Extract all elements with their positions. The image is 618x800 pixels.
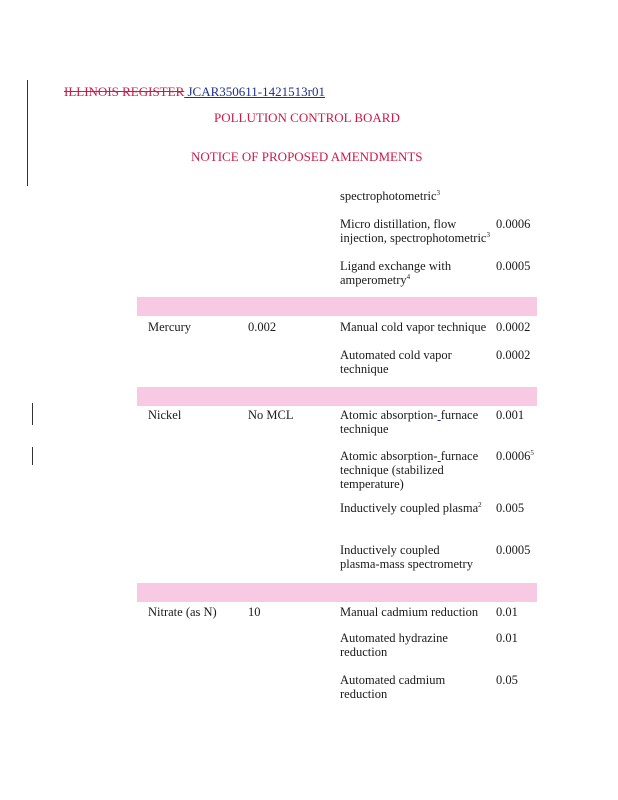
method-cell: Atomic absorption- furnace technique [340,408,479,436]
method-cell: spectrophotometric$^3$ [340,188,440,203]
register-label: ILLINOIS REGISTER [64,84,185,99]
limit-cell: 0.0005 [496,259,531,273]
method-cell: Automated hydrazine reduction [340,631,448,659]
limit-cell: 0.05 [496,673,518,687]
method-cell: Micro distillation, flow injection, spectrophotometric$^3$ [340,217,490,245]
contaminant-name: Nitrate (as N) [148,605,217,619]
change-bar [32,447,33,465]
method-cell: Manual cold vapor technique [340,320,487,334]
limit-cell: 0.001 [496,408,525,422]
change-bar [27,80,28,186]
notice-title: NOTICE OF PROPOSED AMENDMENTS [191,149,423,164]
method-cell: Automated cold vapor technique [340,348,452,376]
contaminant-name: Mercury [148,320,192,334]
method-cell: Inductively coupled plasma$^2$ [340,500,482,515]
limit-cell: 0.01 [496,605,518,619]
limit-cell: 0.01 [496,631,518,645]
register-header [64,84,325,100]
register-code-link[interactable]: JCAR350611-1421513r01 [187,84,325,99]
mcl-value: No MCL [248,408,294,422]
method-cell: Atomic absorption- furnace technique (stabilized temperature) [340,449,479,491]
row-separator-band [137,387,537,406]
board-title: POLLUTION CONTROL BOARD [214,110,400,125]
contaminant-name: Nickel [148,408,182,422]
change-bar [32,403,33,425]
method-cell: Manual cadmium reduction [340,605,479,619]
method-cell: Automated cadmium reduction [340,673,446,701]
limit-cell: 0.0002 [496,348,531,362]
limit-cell: 0.0002 [496,320,531,334]
limit-cell: 0.005 [496,501,525,515]
mcl-value: 10 [248,605,261,619]
method-cell: Inductively coupled plasma-mass spectrometry [340,543,473,571]
row-separator-band [137,583,537,602]
limit-cell: 0.0005 [496,543,531,557]
row-separator-band [137,297,537,316]
limit-cell: 0.0006 [496,217,531,231]
method-cell: Ligand exchange with amperometry$^4$ [340,259,452,287]
limit-cell: 0.0006$^5$ [496,448,534,463]
mcl-value: 0.002 [248,320,277,334]
